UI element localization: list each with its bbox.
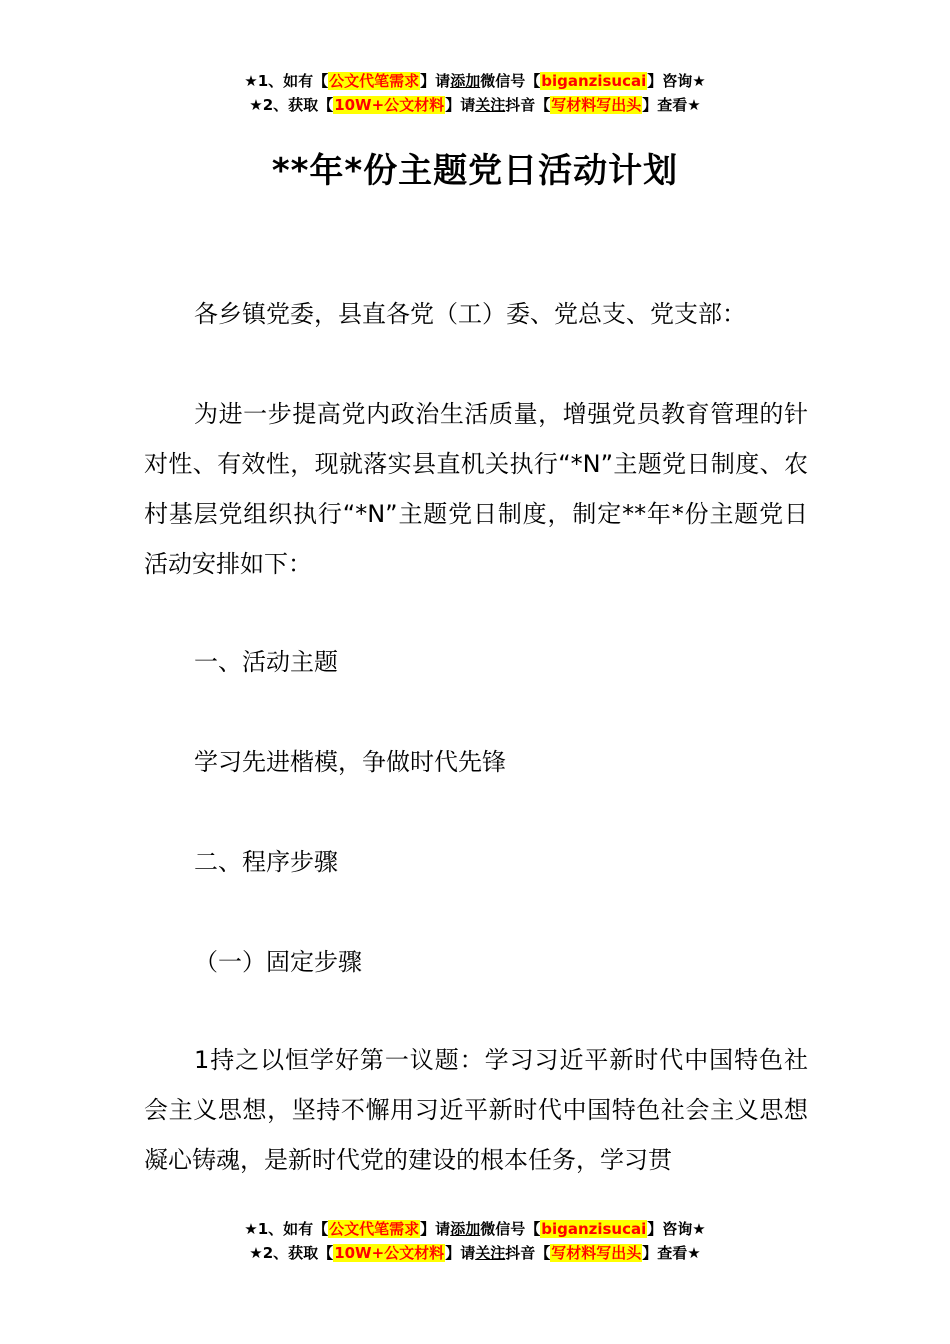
banner-text: 】请 [420, 72, 451, 90]
banner-highlight-materials: 10W+公文材料 [334, 1244, 445, 1262]
step1-paragraph [144, 1035, 808, 1185]
banner-emphasis: 关注 [475, 96, 506, 114]
step1-text: 1持之以恒学好第一议题：学习习近平新时代中国特色社会主义思想，坚持不懈用习近平新时代中国特色社会主义思想凝心铸魂，是新时代党的建设的根本任务，学习贯 [144, 1046, 808, 1174]
banner-highlight-materials: 10W+公文材料 [334, 96, 445, 114]
greeting-paragraph [144, 289, 808, 339]
banner-highlight-writing-service: 公文代笔需求 [329, 72, 420, 90]
intro-paragraph [144, 389, 808, 589]
section2-heading: 二、程序步骤 [194, 848, 338, 876]
banner-text: 抖音【 [505, 1244, 551, 1262]
banner-line-1 [0, 69, 950, 93]
banner-emphasis: 添加 [450, 1220, 481, 1238]
banner-text: ★2、获取【 [249, 96, 334, 114]
banner-text: 】请 [445, 1244, 476, 1262]
banner-highlight-wechat-id: biganzisucai [541, 1220, 647, 1238]
greeting-text: 各乡镇党委，县直各党（工）委、党总支、党支部： [194, 300, 746, 328]
banner-text: 微信号【 [480, 1220, 541, 1238]
footer-banner [0, 1217, 950, 1265]
banner-highlight-writing-service: 公文代笔需求 [329, 1220, 420, 1238]
banner-text: 微信号【 [480, 72, 541, 90]
banner-line-1 [0, 1217, 950, 1241]
banner-line-2 [0, 93, 950, 117]
banner-emphasis: 关注 [475, 1244, 506, 1262]
section-heading-theme [144, 637, 808, 687]
theme-paragraph [144, 737, 808, 787]
banner-text: 】咨询★ [647, 1220, 706, 1238]
banner-text: ★1、如有【 [244, 1220, 329, 1238]
intro-text: 为进一步提高党内政治生活质量，增强党员教育管理的针对性、有效性，现就落实县直机关执行“*N”主题党日制度、农村基层党组织执行“*N”主题党日制度，制定**年*份主题党日活动安排如下： [144, 400, 808, 578]
banner-highlight-douyin-account: 写材料写出头 [551, 96, 642, 114]
banner-line-2 [0, 1241, 950, 1265]
banner-text: 抖音【 [505, 96, 551, 114]
document-title: **年*份主题党日活动计划 [271, 151, 679, 191]
subsection-heading-fixed-steps [144, 937, 808, 987]
theme-text: 学习先进楷模，争做时代先锋 [194, 748, 506, 776]
banner-text: ★1、如有【 [244, 72, 329, 90]
banner-text: 】咨询★ [647, 72, 706, 90]
banner-highlight-wechat-id: biganzisucai [541, 72, 647, 90]
header-banner [0, 69, 950, 117]
section-heading-steps [144, 837, 808, 887]
banner-highlight-douyin-account: 写材料写出头 [551, 1244, 642, 1262]
section1-heading: 一、活动主题 [194, 648, 338, 676]
banner-text: 】请 [420, 1220, 451, 1238]
banner-text: 】查看★ [642, 96, 701, 114]
banner-text: 】请 [445, 96, 476, 114]
banner-text: ★2、获取【 [249, 1244, 334, 1262]
banner-emphasis: 添加 [450, 72, 481, 90]
banner-text: 】查看★ [642, 1244, 701, 1262]
subsection1-heading: （一）固定步骤 [194, 948, 362, 976]
